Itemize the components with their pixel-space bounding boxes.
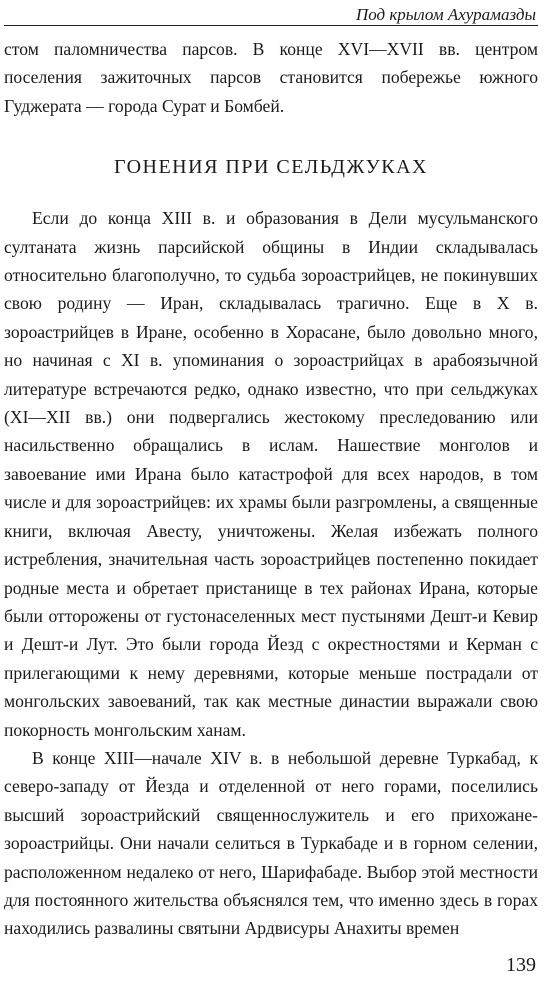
paragraph-1: Если до конца XIII в. и образования в Дели мусульманского султаната жизнь парсийской общины в Индии складывалась относительно благополучно, то судьба зороастрийцев, не покинувших свою родину — Иран, складывалась трагично. Еще в X в. зороастрийцев в Иране, особенно в Хорасане, было довольно много, но начиная с XI в. упоминания о зороастрийцах в арабоязычной литературе встречаются редко, однако известно, что при сельджуках (XI—XII вв.) они подвергались жестокому преследованию или насильственно обращались в ислам. Нашествие монголов и завоевание ими Ирана было катастрофой для всех народов, в том числе и для зороастрийцев: их храмы были разгромлены, а священные книги, включая Авесту, уничтожены. Желая избежать полного истребления, значительная часть зороастрийцев постепенно покидает родные места и обретает пристанище в тех районах Ирана, которые были отторожены от густонаселенных мест пустынями Дешт-и Кевир и Дешт-и Лут. Это были города Йезд с окрестностями и Керман с прилегающими к нему деревнями, которые меньше пострадали от монгольских завоеваний, так как местные династии выражали свою покорность монгольским ханам. [4,208,538,740]
page-number: 139 [506,954,536,976]
body-text [4,35,538,943]
section-title: ГОНЕНИЯ ПРИ СЕЛЬДЖУКАХ [114,156,428,179]
paragraph-2: В конце XIII—начале XIV в. в небольшой деревне Туркабад, к северо-западу от Йезда и отделенной от него горами, поселились высший зороастрийский священнослужитель и его прихожане-зороастрийцы. Они начали селиться в Туркабаде и в горном селении, расположенном недалеко от него, Шарифабаде. Выбор этой местности для постоянного жительства объяснялся тем, что именно здесь в горах находились развалины святыни Ардвисуры Анахиты времен [4,747,538,939]
running-head: Под крылом Ахурамазды [4,0,538,26]
paragraph-continued: стом паломничества парсов. В конце XVI—XVII вв. центром поселения зажиточных парсов становится побережье южного Гуджерата — города Сурат и Бомбей. [4,39,538,116]
